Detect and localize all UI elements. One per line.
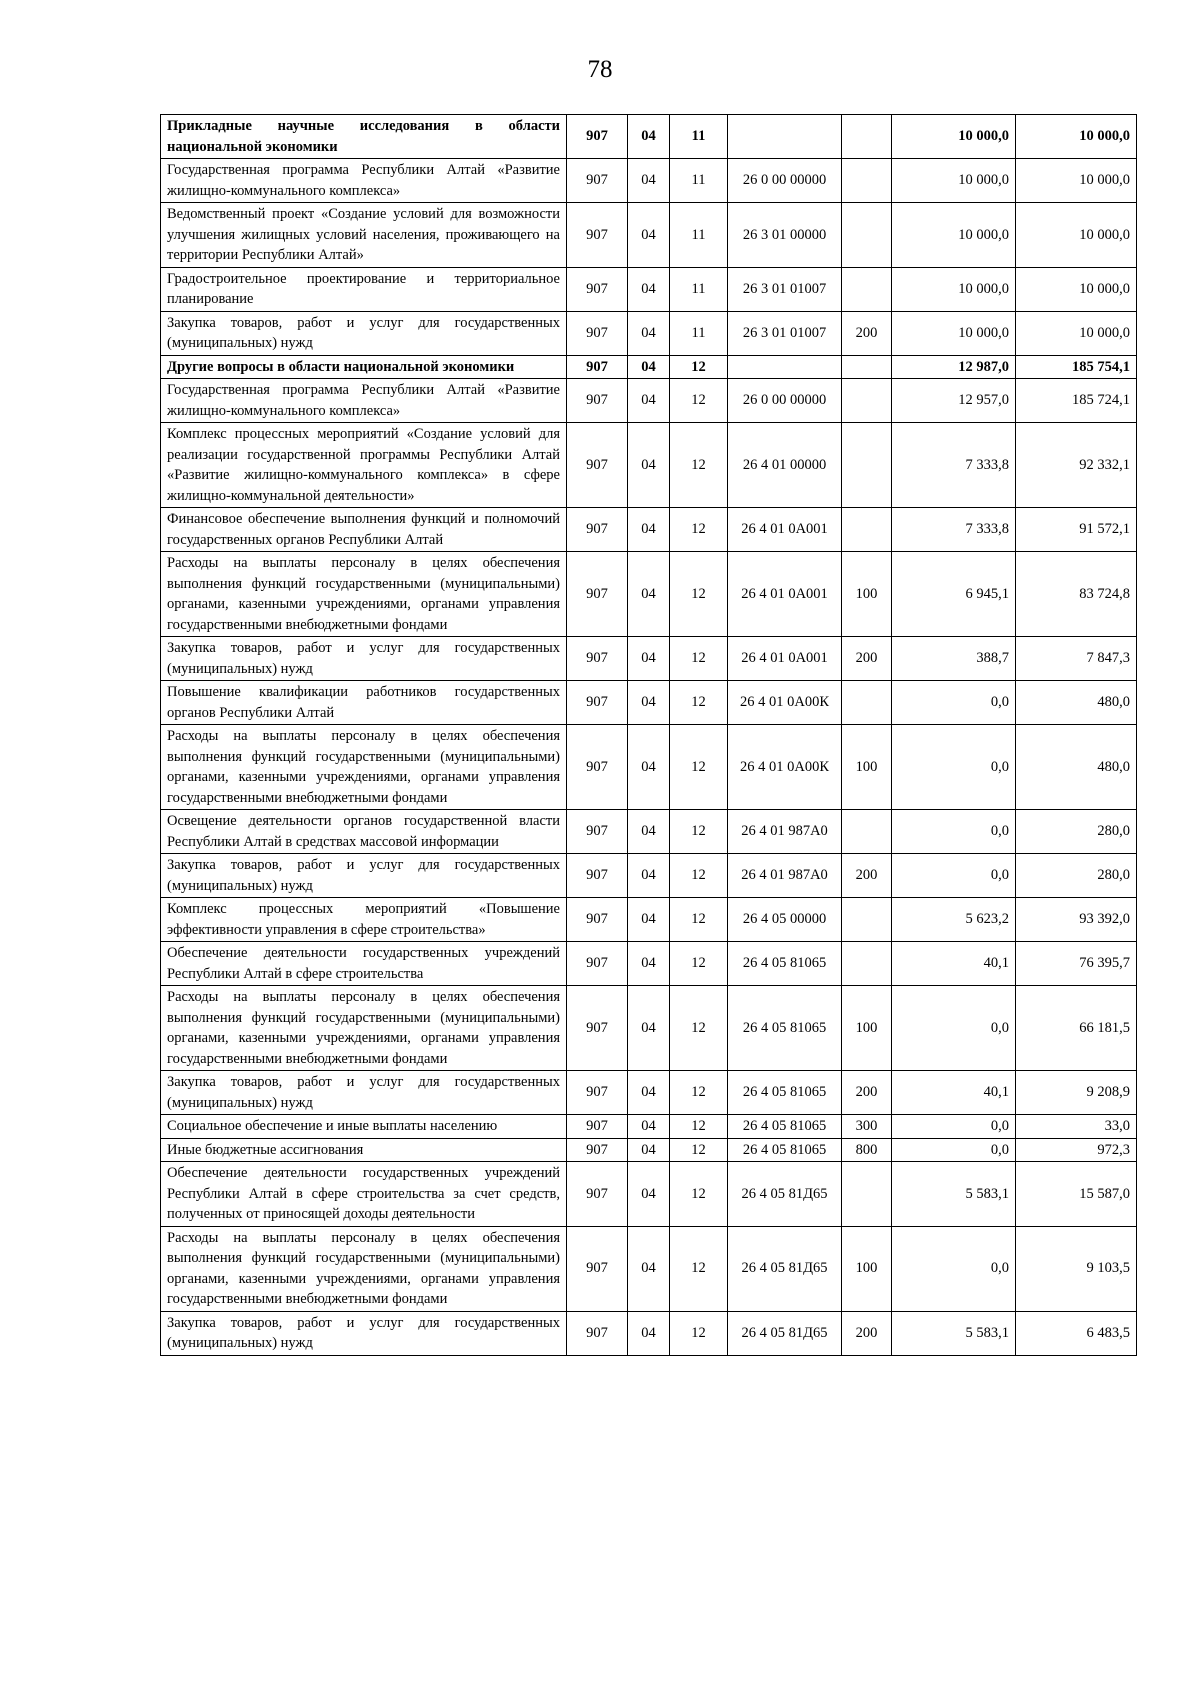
cell-section: 04: [628, 552, 670, 637]
row-name: Градостроительное проектирование и территориальное планирование: [161, 267, 567, 311]
cell-grbs: 907: [567, 423, 628, 508]
cell-target-article: [728, 355, 842, 379]
cell-subsection: 11: [670, 115, 728, 159]
cell-expense-type: [842, 810, 892, 854]
cell-grbs: 907: [567, 681, 628, 725]
table-row: [161, 681, 1137, 725]
row-name: Государственная программа Республики Алтай «Развитие жилищно-коммунального комплекса»: [161, 159, 567, 203]
cell-expense-type: [842, 1162, 892, 1227]
cell-grbs: 907: [567, 379, 628, 423]
cell-section: 04: [628, 1226, 670, 1311]
cell-expense-type: 200: [842, 311, 892, 355]
row-name: Ведомственный проект «Создание условий для возможности улучшения жилищных условий населения, проживающего на территории Республики Алтай»: [161, 203, 567, 268]
cell-expense-type: 800: [842, 1138, 892, 1162]
table-row: [161, 725, 1137, 810]
cell-expense-type: [842, 379, 892, 423]
cell-grbs: 907: [567, 159, 628, 203]
cell-expense-type: 300: [842, 1115, 892, 1139]
cell-amount-2: 66 181,5: [1016, 986, 1137, 1071]
cell-subsection: 12: [670, 1071, 728, 1115]
cell-expense-type: 200: [842, 1071, 892, 1115]
cell-target-article: 26 3 01 01007: [728, 267, 842, 311]
cell-section: 04: [628, 986, 670, 1071]
cell-amount-2: 15 587,0: [1016, 1162, 1137, 1227]
cell-subsection: 12: [670, 898, 728, 942]
cell-target-article: 26 4 01 0А001: [728, 508, 842, 552]
row-name: Социальное обеспечение и иные выплаты населению: [161, 1115, 567, 1139]
cell-subsection: 12: [670, 423, 728, 508]
row-name: Обеспечение деятельности государственных учреждений Республики Алтай в сфере строительства за счет средств, полученных от приносящей доходы деятельности: [161, 1162, 567, 1227]
cell-section: 04: [628, 1115, 670, 1139]
cell-subsection: 12: [670, 637, 728, 681]
cell-target-article: 26 4 05 81065: [728, 942, 842, 986]
cell-subsection: 12: [670, 942, 728, 986]
cell-amount-1: 0,0: [892, 1115, 1016, 1139]
cell-subsection: 12: [670, 681, 728, 725]
cell-grbs: 907: [567, 355, 628, 379]
cell-target-article: 26 4 05 81Д65: [728, 1226, 842, 1311]
cell-subsection: 12: [670, 1226, 728, 1311]
table-body: [161, 115, 1137, 1356]
cell-amount-1: 40,1: [892, 1071, 1016, 1115]
cell-expense-type: 200: [842, 1311, 892, 1355]
table-row: [161, 159, 1137, 203]
table-row: [161, 1138, 1137, 1162]
cell-section: 04: [628, 267, 670, 311]
cell-expense-type: 100: [842, 552, 892, 637]
cell-expense-type: [842, 942, 892, 986]
cell-amount-1: 0,0: [892, 854, 1016, 898]
table-row: [161, 1162, 1137, 1227]
row-name: Расходы на выплаты персоналу в целях обеспечения выполнения функций государственными (муниципальными) органами, казенными учреждениями, органами управления государственными внебюджетными фондами: [161, 986, 567, 1071]
cell-section: 04: [628, 725, 670, 810]
cell-target-article: 26 4 01 00000: [728, 423, 842, 508]
cell-expense-type: 100: [842, 1226, 892, 1311]
row-name: Закупка товаров, работ и услуг для государственных (муниципальных) нужд: [161, 854, 567, 898]
row-name: Комплекс процессных мероприятий «Создание условий для реализации государственной программы Республики Алтай «Развитие жилищно-коммунального комплекса» в сфере жилищно-коммунальной деятельности»: [161, 423, 567, 508]
table-row: [161, 423, 1137, 508]
cell-target-article: 26 3 01 00000: [728, 203, 842, 268]
cell-target-article: 26 4 01 0А00К: [728, 725, 842, 810]
cell-subsection: 12: [670, 1138, 728, 1162]
cell-amount-2: 280,0: [1016, 810, 1137, 854]
cell-amount-1: 12 987,0: [892, 355, 1016, 379]
row-name: Финансовое обеспечение выполнения функций и полномочий государственных органов Республики Алтай: [161, 508, 567, 552]
cell-subsection: 12: [670, 986, 728, 1071]
cell-amount-1: 7 333,8: [892, 508, 1016, 552]
cell-subsection: 11: [670, 267, 728, 311]
table-row: [161, 898, 1137, 942]
cell-amount-2: 10 000,0: [1016, 159, 1137, 203]
cell-amount-2: 83 724,8: [1016, 552, 1137, 637]
cell-section: 04: [628, 637, 670, 681]
cell-amount-1: 12 957,0: [892, 379, 1016, 423]
cell-amount-1: 0,0: [892, 986, 1016, 1071]
cell-amount-1: 5 583,1: [892, 1162, 1016, 1227]
cell-target-article: 26 4 01 987А0: [728, 810, 842, 854]
cell-subsection: 12: [670, 854, 728, 898]
cell-target-article: 26 0 00 00000: [728, 159, 842, 203]
cell-subsection: 12: [670, 1115, 728, 1139]
cell-amount-2: 972,3: [1016, 1138, 1137, 1162]
cell-amount-1: 10 000,0: [892, 159, 1016, 203]
cell-section: 04: [628, 1162, 670, 1227]
cell-subsection: 12: [670, 508, 728, 552]
cell-amount-1: 10 000,0: [892, 311, 1016, 355]
cell-amount-1: 0,0: [892, 681, 1016, 725]
table-row: [161, 379, 1137, 423]
row-name: Закупка товаров, работ и услуг для государственных (муниципальных) нужд: [161, 1071, 567, 1115]
cell-section: 04: [628, 810, 670, 854]
cell-amount-1: 10 000,0: [892, 115, 1016, 159]
cell-section: 04: [628, 159, 670, 203]
cell-amount-1: 5 583,1: [892, 1311, 1016, 1355]
cell-subsection: 12: [670, 725, 728, 810]
cell-subsection: 11: [670, 203, 728, 268]
cell-target-article: 26 4 05 81Д65: [728, 1162, 842, 1227]
cell-amount-2: 10 000,0: [1016, 115, 1137, 159]
table-row: [161, 637, 1137, 681]
cell-amount-2: 93 392,0: [1016, 898, 1137, 942]
cell-grbs: 907: [567, 203, 628, 268]
row-name: Расходы на выплаты персоналу в целях обеспечения выполнения функций государственными (муниципальными) органами, казенными учреждениями, органами управления государственными внебюджетными фондами: [161, 725, 567, 810]
cell-amount-2: 10 000,0: [1016, 203, 1137, 268]
cell-section: 04: [628, 854, 670, 898]
table-row: [161, 1311, 1137, 1355]
table-row: [161, 203, 1137, 268]
cell-target-article: 26 4 01 0А001: [728, 552, 842, 637]
cell-amount-2: 480,0: [1016, 681, 1137, 725]
cell-section: 04: [628, 311, 670, 355]
table-row: [161, 854, 1137, 898]
cell-amount-2: 92 332,1: [1016, 423, 1137, 508]
cell-section: 04: [628, 1311, 670, 1355]
cell-expense-type: [842, 681, 892, 725]
cell-section: 04: [628, 508, 670, 552]
cell-expense-type: [842, 203, 892, 268]
table-row: [161, 115, 1137, 159]
cell-subsection: 11: [670, 159, 728, 203]
row-name: Повышение квалификации работников государственных органов Республики Алтай: [161, 681, 567, 725]
cell-amount-2: 10 000,0: [1016, 267, 1137, 311]
cell-section: 04: [628, 355, 670, 379]
cell-section: 04: [628, 681, 670, 725]
cell-expense-type: [842, 508, 892, 552]
row-name: Комплекс процессных мероприятий «Повышение эффективности управления в сфере строительства»: [161, 898, 567, 942]
row-name: Иные бюджетные ассигнования: [161, 1138, 567, 1162]
cell-subsection: 12: [670, 552, 728, 637]
row-name: Закупка товаров, работ и услуг для государственных (муниципальных) нужд: [161, 311, 567, 355]
table-row: [161, 508, 1137, 552]
cell-grbs: 907: [567, 267, 628, 311]
cell-expense-type: [842, 159, 892, 203]
cell-subsection: 12: [670, 355, 728, 379]
cell-grbs: 907: [567, 115, 628, 159]
cell-expense-type: [842, 423, 892, 508]
table-row: [161, 311, 1137, 355]
cell-target-article: 26 0 00 00000: [728, 379, 842, 423]
cell-amount-1: 0,0: [892, 725, 1016, 810]
cell-amount-2: 9 103,5: [1016, 1226, 1137, 1311]
cell-section: 04: [628, 1071, 670, 1115]
cell-amount-2: 185 724,1: [1016, 379, 1137, 423]
cell-expense-type: 200: [842, 854, 892, 898]
cell-grbs: 907: [567, 725, 628, 810]
cell-amount-2: 280,0: [1016, 854, 1137, 898]
cell-amount-1: 10 000,0: [892, 267, 1016, 311]
cell-amount-2: 91 572,1: [1016, 508, 1137, 552]
cell-expense-type: [842, 898, 892, 942]
cell-section: 04: [628, 115, 670, 159]
cell-amount-2: 7 847,3: [1016, 637, 1137, 681]
cell-target-article: 26 4 01 0А00К: [728, 681, 842, 725]
cell-grbs: 907: [567, 311, 628, 355]
cell-grbs: 907: [567, 1226, 628, 1311]
table-row: [161, 552, 1137, 637]
cell-amount-2: 33,0: [1016, 1115, 1137, 1139]
cell-section: 04: [628, 942, 670, 986]
row-name: Закупка товаров, работ и услуг для государственных (муниципальных) нужд: [161, 1311, 567, 1355]
cell-target-article: 26 4 05 81065: [728, 986, 842, 1071]
cell-target-article: 26 4 05 00000: [728, 898, 842, 942]
cell-grbs: 907: [567, 986, 628, 1071]
table-row: [161, 942, 1137, 986]
cell-expense-type: [842, 355, 892, 379]
cell-grbs: 907: [567, 854, 628, 898]
cell-expense-type: 100: [842, 725, 892, 810]
cell-target-article: 26 4 05 81065: [728, 1138, 842, 1162]
budget-table: [160, 114, 1137, 1356]
cell-target-article: 26 4 05 81Д65: [728, 1311, 842, 1355]
table-row: [161, 1226, 1137, 1311]
cell-amount-1: 7 333,8: [892, 423, 1016, 508]
table-row: [161, 1115, 1137, 1139]
table-row: [161, 355, 1137, 379]
cell-amount-1: 6 945,1: [892, 552, 1016, 637]
cell-grbs: 907: [567, 1071, 628, 1115]
cell-amount-2: 185 754,1: [1016, 355, 1137, 379]
cell-subsection: 12: [670, 810, 728, 854]
cell-subsection: 11: [670, 311, 728, 355]
page-number: 78: [587, 56, 613, 83]
row-name: Другие вопросы в области национальной экономики: [161, 355, 567, 379]
table-row: [161, 986, 1137, 1071]
cell-grbs: 907: [567, 1115, 628, 1139]
table-row: [161, 267, 1137, 311]
cell-grbs: 907: [567, 898, 628, 942]
cell-target-article: 26 4 05 81065: [728, 1115, 842, 1139]
row-name: Государственная программа Республики Алтай «Развитие жилищно-коммунального комплекса»: [161, 379, 567, 423]
cell-amount-2: 10 000,0: [1016, 311, 1137, 355]
cell-amount-1: 0,0: [892, 810, 1016, 854]
cell-section: 04: [628, 379, 670, 423]
cell-grbs: 907: [567, 810, 628, 854]
cell-target-article: 26 4 01 987А0: [728, 854, 842, 898]
cell-amount-1: 0,0: [892, 1138, 1016, 1162]
row-name: Обеспечение деятельности государственных учреждений Республики Алтай в сфере строительства: [161, 942, 567, 986]
cell-grbs: 907: [567, 1138, 628, 1162]
cell-section: 04: [628, 898, 670, 942]
row-name: Закупка товаров, работ и услуг для государственных (муниципальных) нужд: [161, 637, 567, 681]
cell-amount-2: 6 483,5: [1016, 1311, 1137, 1355]
row-name: Освещение деятельности органов государственной власти Республики Алтай в средствах массовой информации: [161, 810, 567, 854]
cell-amount-1: 5 623,2: [892, 898, 1016, 942]
row-name: Прикладные научные исследования в области национальной экономики: [161, 115, 567, 159]
row-name: Расходы на выплаты персоналу в целях обеспечения выполнения функций государственными (муниципальными) органами, казенными учреждениями, органами управления государственными внебюджетными фондами: [161, 1226, 567, 1311]
cell-section: 04: [628, 203, 670, 268]
cell-target-article: 26 4 05 81065: [728, 1071, 842, 1115]
cell-amount-1: 10 000,0: [892, 203, 1016, 268]
row-name: Расходы на выплаты персоналу в целях обеспечения выполнения функций государственными (муниципальными) органами, казенными учреждениями, органами управления государственными внебюджетными фондами: [161, 552, 567, 637]
table-row: [161, 810, 1137, 854]
table-row: [161, 1071, 1137, 1115]
cell-expense-type: 100: [842, 986, 892, 1071]
cell-amount-2: 480,0: [1016, 725, 1137, 810]
cell-section: 04: [628, 423, 670, 508]
cell-grbs: 907: [567, 942, 628, 986]
cell-subsection: 12: [670, 1311, 728, 1355]
cell-target-article: [728, 115, 842, 159]
cell-amount-2: 9 208,9: [1016, 1071, 1137, 1115]
cell-expense-type: [842, 267, 892, 311]
cell-subsection: 12: [670, 1162, 728, 1227]
cell-subsection: 12: [670, 379, 728, 423]
cell-grbs: 907: [567, 637, 628, 681]
cell-grbs: 907: [567, 1311, 628, 1355]
cell-grbs: 907: [567, 552, 628, 637]
cell-section: 04: [628, 1138, 670, 1162]
cell-target-article: 26 3 01 01007: [728, 311, 842, 355]
cell-expense-type: [842, 115, 892, 159]
cell-target-article: 26 4 01 0А001: [728, 637, 842, 681]
cell-expense-type: 200: [842, 637, 892, 681]
cell-amount-2: 76 395,7: [1016, 942, 1137, 986]
cell-grbs: 907: [567, 1162, 628, 1227]
cell-amount-1: 0,0: [892, 1226, 1016, 1311]
cell-grbs: 907: [567, 508, 628, 552]
cell-amount-1: 40,1: [892, 942, 1016, 986]
cell-amount-1: 388,7: [892, 637, 1016, 681]
